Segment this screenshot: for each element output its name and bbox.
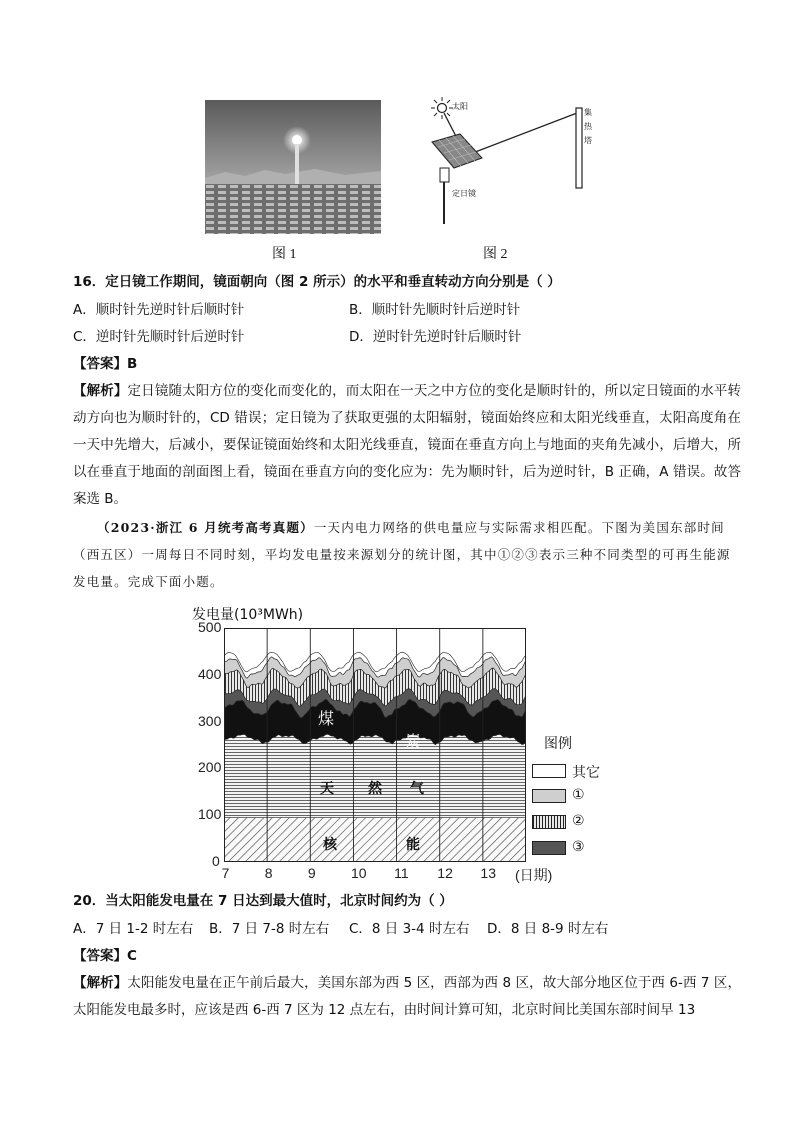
q20-option-c: C．8 日 3-4 时左右 [349,921,470,937]
sun-icon [431,97,453,119]
x-tick-label: 11 [394,865,409,881]
nuclear-label-1: 核 [323,837,337,853]
legend-swatch-3 [532,841,566,855]
ylabel-prefix: 发电量 [192,607,234,623]
coal-label-1: 煤 [318,709,335,728]
area-gas [224,734,526,818]
question-20: 20．当太阳能发电量在 7 日达到最大值时，北京时间约为（ ） [73,893,453,909]
answer-tag: 【答案】 [73,948,127,964]
coal-label-2: 炭 [405,732,422,751]
x-tick-label: 13 [480,865,496,881]
gas-label-2: 然 [368,781,382,797]
heliostat-label: 定日镜 [452,189,476,198]
x-axis-label: (日期) [515,867,553,883]
legend-label-3: ③ [572,839,585,855]
x-tick-label: 7 [221,865,230,881]
nuclear-label-2: 能 [406,837,420,853]
answer-tag: 【答案】 [73,356,127,372]
gas-label-1: 天 [320,781,334,797]
gas-label-3: 气 [410,781,424,797]
q16-option-b: B．顺时针先顺时针后逆时针 [349,302,521,318]
q16-analysis [73,378,741,513]
legend-swatch-2 [532,815,566,829]
y-tick-label: 100 [198,806,222,823]
q16-option-a: A．顺时针先逆时针后顺时针 [73,302,245,318]
q16-option-d: D．逆时针先逆时针后顺时针 [349,329,522,345]
power-chart [224,628,526,862]
answer-value: B [127,356,138,372]
q20-option-d: D．8 日 8-9 时左右 [487,921,609,937]
x-tick-label: 12 [437,865,453,881]
q20-analysis [73,970,741,1024]
analysis-text: 太阳能发电量在正午前后最大，美国东部为西 5 区，西部为西 8 区，故大部分地区位于西 6-西 7 区，太阳能发电最多时，应该是西 6-西 7 区为 12 点左右，由时间计算可知，北京时间比美国东部时间早 13 [73,975,742,1018]
analysis-text: 定日镜随太阳方位的变化而变化的，而太阳在一天之中方位的变化是顺时针的，所以定日镜面的水平转动方向也为顺时针的，CD 错误；定日镜为了获取更强的太阳辐射，镜面始终应和太阳光线垂直，太阳高度角在一天中先增大，后减小，要保证镜面始终和太阳光线垂直，镜面在垂直方向上与地面的夹角先减小，后增大，所以在垂直于地面的剖面图上看，镜面在垂直方向的变化应为：先为顺时针，后为逆时针，B 正确，A 错误。故答案选 B。 [73,383,742,507]
answer-value: C [127,948,137,964]
analysis-tag: 【解析】 [73,383,128,399]
q16-option-c: C．逆时针先顺时针后逆时针 [73,329,245,345]
figure-1-photo [205,100,381,234]
y-tick-label: 200 [198,759,222,776]
legend-label-other: 其它 [572,765,600,781]
q20-option-a: A．7 日 1-2 时左右 [73,921,194,937]
figure-1-caption: 图 1 [272,247,297,262]
figure-2-caption: 图 2 [483,247,508,262]
q20-answer [73,946,137,966]
intro-source: （2023·浙江 6 月统考高考真题） [97,520,314,535]
intro-text: 一天内电力网络的供电量应与实际需求相匹配。下图为美国东部时间（西五区）一周每日不同时刻，平均发电量按来源划分的统计图，其中①②③表示三种不同类型的可再生能源发电量。完成下面小题。 [73,520,731,589]
q20-option-b: B．7 日 7-8 时左右 [209,921,330,937]
x-tick-label: 9 [307,865,316,881]
y-tick-label: 500 [198,619,222,635]
figure-2-diagram [420,96,620,236]
sun-label: 太阳 [452,102,468,111]
y-tick-label: 0 [212,853,220,869]
area-nuc [224,818,526,863]
section-intro [73,514,741,595]
ylabel-unit: (10³MWh) [234,607,304,623]
legend-swatch-other [532,764,566,778]
legend-label-2: ② [572,813,585,829]
q16-answer [73,354,137,374]
x-tick-label: 10 [351,865,367,881]
y-tick-label: 400 [198,665,222,682]
tower-label: 集热塔 [584,108,592,145]
legend-title: 图例 [544,736,572,752]
x-tick-label: 8 [264,865,273,881]
analysis-tag: 【解析】 [73,975,128,991]
question-16: 16．定日镜工作期间，镜面朝向（图 2 所示）的水平和垂直转动方向分别是（ ） [73,274,561,290]
legend-label-1: ① [572,787,585,803]
legend-swatch-1 [532,789,566,803]
y-tick-label: 300 [198,712,222,729]
